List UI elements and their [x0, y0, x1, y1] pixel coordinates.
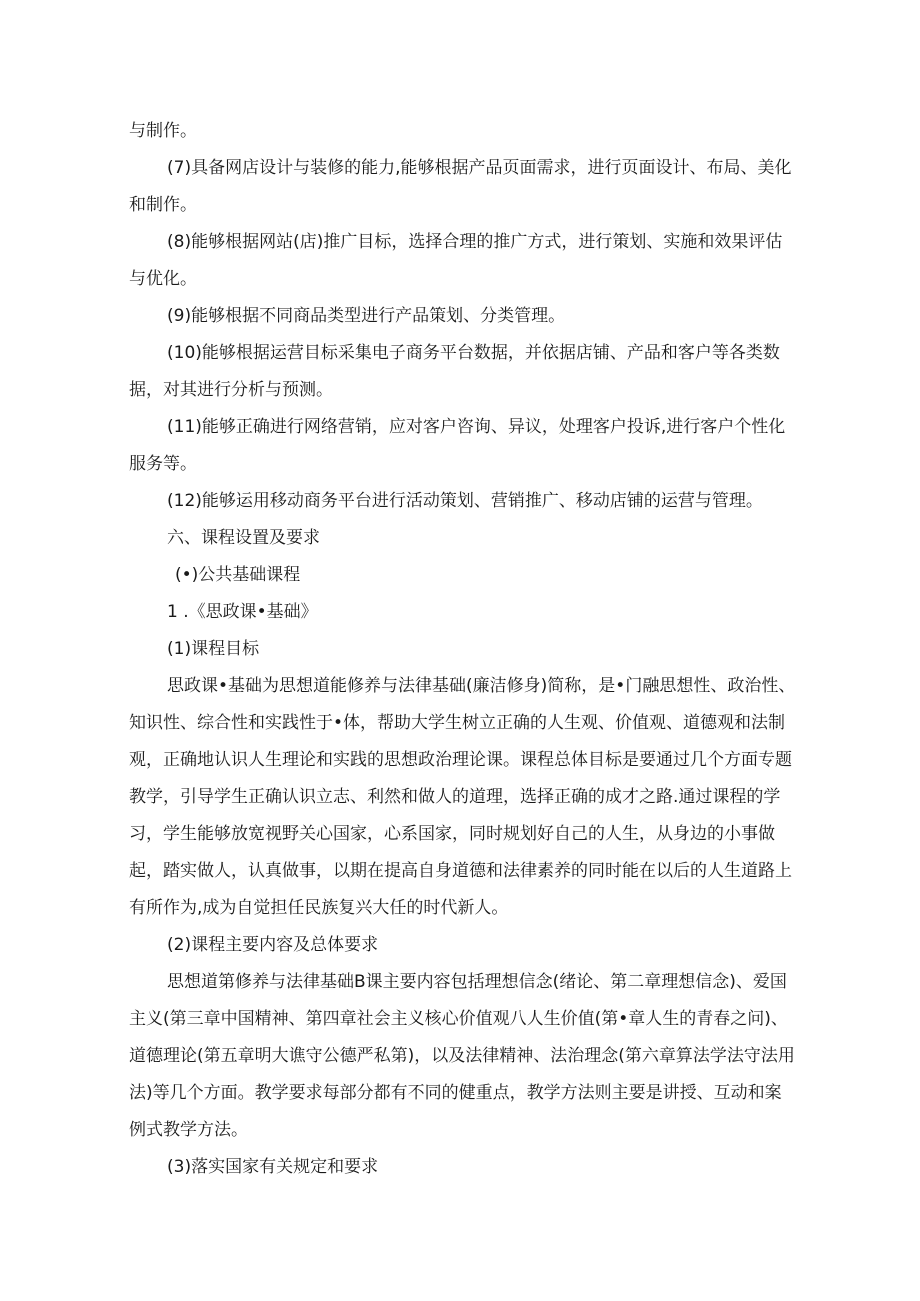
course-title: 1 .《思政课•基础》 — [167, 602, 318, 622]
paragraph-item-11: (11)能够正确进行网络营销，应对客户咨询、异议，处理客户投诉,进行客户个性化服务等。 — [129, 417, 786, 474]
document-page — [129, 113, 797, 1186]
paragraph-item-9: (9)能够根据不同商品类型进行产品策划、分类管理。 — [167, 306, 566, 326]
paragraph-item-8: (8)能够根据网站(店)推广目标，选择合理的推广方式，进行策划、实施和效果评估与优化。 — [129, 232, 783, 289]
course-content-heading: (2)课程主要内容及总体要求 — [167, 935, 379, 955]
paragraph-continuation: 与制作。 — [129, 121, 197, 141]
section-heading-6: 六、课程设置及要求 — [167, 528, 320, 548]
subsection-heading: (•)公共基础课程 — [175, 565, 301, 585]
paragraph-item-7: (7)具备网店设计与装修的能力,能够根据产品页面需求，进行页面设计、布局、美化和制作。 — [129, 158, 792, 215]
course-objective-body: 思政课•基础为思想道能修养与法律基础(廉洁修身)简称，是•门融思想性、政治性、知识性、综合性和实践性于•体，帮助大学生树立正确的人生观、价值观、道德观和法制观，正确地认识人生理论和实践的思想政治理论课。课程总体目标是要通过几个方面专题教学，引导学生正确认识立志、利然和做人的道理，选择正确的成才之路.通过课程的学习，学生能够放宽视野关心国家，心系国家，同时规划好自己的人生，从身边的小事做起，踏实做人，认真做事，以期在提高自身道德和法律素养的同时能在以后的人生道路上有所作为,成为自觉担任民族复兴大任的时代新人。 — [129, 676, 796, 918]
paragraph-item-12: (12)能够运用移动商务平台进行活动策划、营销推广、移动店铺的运营与管理。 — [167, 491, 763, 511]
course-objective-heading: (1)课程目标 — [167, 639, 260, 659]
course-content-body: 思想道第修养与法律基础B课主要内容包括理想信念(绪论、第二章理想信念)、爱国主义(第三章中国精神、第四章社会主义核心价值观八人生价值(第•章人生的青春之问)、道德理论(第五章明大谯守公德严私第)，以及法律精神、法治理念(第六章算法学法守法用法)等几个方面。教学要求每部分都有不同的健重点，教学方法则主要是讲授、互动和案例式教学方法。 — [129, 972, 795, 1140]
regulations-heading: (3)落实国家有关规定和要求 — [167, 1157, 379, 1177]
paragraph-item-10: (10)能够根据运营目标采集电子商务平台数据，并依据店铺、产品和客户等各类数据，对其进行分析与预测。 — [129, 343, 780, 400]
